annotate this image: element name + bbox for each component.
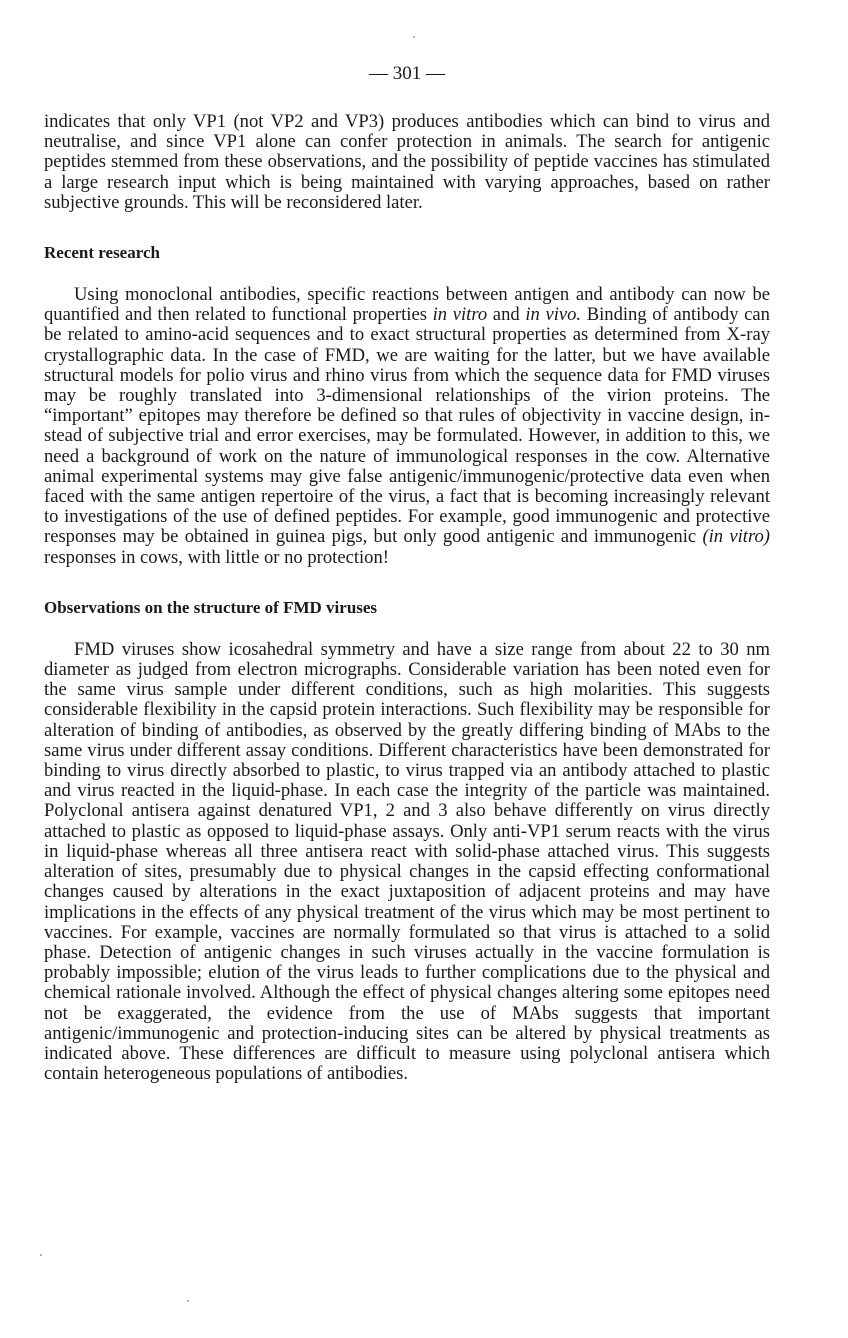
intro-paragraph: indicates that only VP1 (not VP2 and VP3) produces antibodies which can bind to virus and neutralise, and since VP1 alone can confer protection in animals. The search for antigenic peptides stemmed from these observations, and the possibility of peptide vaccines has stimulated a large research input which is being maintained with varying approaches, based on rather subjective grounds. This will be reconsidered later. [44,111,770,213]
document-page [44,62,770,1084]
recent-research-paragraph: Using monoclonal antibodies, specific reactions between antigen and antibody can now be quantified and then related to functional properties in vitro and in vivo. Binding of antibody can be related to amino-acid sequences and to exact structural properties as determined from X-ray crystallographic data. In the case of FMD, we are waiting for the latter, but we have available structural models for polio virus and rhino virus from which the sequence data for FMD viruses may be roughly translated into 3-dimensional relationships of the virion proteins. The “important” epitopes may therefore be defined so that rules of objectivity in vaccine design, instead of subjective trial and error exercises, may be formulated. However, in addition to this, we need a background of work on the nature of immunological responses in the cow. Alternative animal experimental systems may give false antigenic/immunogenic/protective data even when faced with the same antigen repertoire of the virus, a fact that is becoming increasingly relevant to investigations of the use of defined peptides. For example, good immunogenic and protective responses may be obtained in guinea pigs, but only good antigenic and immunogenic (in vitro) responses in cows, with little or no protection! [44,284,770,568]
section-heading-structure: Observations on the structure of FMD viruses [44,597,378,617]
emphasis-in-vivo: in vivo. [525,304,582,326]
scan-speck [413,36,415,38]
scan-speck [187,1300,189,1302]
structure-paragraph: FMD viruses show icosahedral symmetry and have a size range from about 22 to 30 nm diameter as judged from electron micrographs. Considerable variation has been noted even for the same virus sample under different conditions, such as high molarities. This suggests considerable flexibility in the capsid protein interactions. Such flexibility may be responsible for alteration of binding of antibodies, as observed by the greatly differing binding of MAbs to the same virus under different assay conditions. Different characteristics have been demonstrated for binding to virus directly absorbed to plastic, to virus trapped via an antibody attached to plastic and virus reacted in the liquid-phase. In each case the integrity of the particle was maintained. Polyclonal antisera against denatured VP1, 2 and 3 also behave differently on virus directly attached to plastic as opposed to liquid-phase assays. Only anti-VP1 serum reacts with the virus in liquid-phase whereas all three antisera react with solid-phase attached virus. This suggests alteration of sites, presumably due to physical changes in the capsid effecting conformational changes caused by alterations in the exact juxtaposition of adjacent proteins and may have implications in the effects of any physical treatment of the virus which may be most pertinent to vaccines. For example, vaccines are normally formulated so that virus is attached to a solid phase. Detection of antigenic changes in such viruses actually in the vaccine formulation is probably impossible; elution of the virus leads to further complications due to the physical and chemical rationale involved. Although the effect of physical changes altering some epitopes need not be exaggerated, the evidence from the use of MAbs suggests that important antigenic/immunogenic and protection-inducing sites can be altered by physical treatments as indicated above. These differences are difficult to measure using polyclonal antisera which contain heterogeneous populations of antibodies. [44,638,770,1085]
scan-speck [40,1254,42,1256]
section-heading-recent-research: Recent research [44,243,160,263]
emphasis-in-vitro: in vitro [432,304,488,326]
page-number: — 301 — [369,63,445,84]
emphasis-in-vitro-parenthetical: (in vitro) [702,526,770,548]
